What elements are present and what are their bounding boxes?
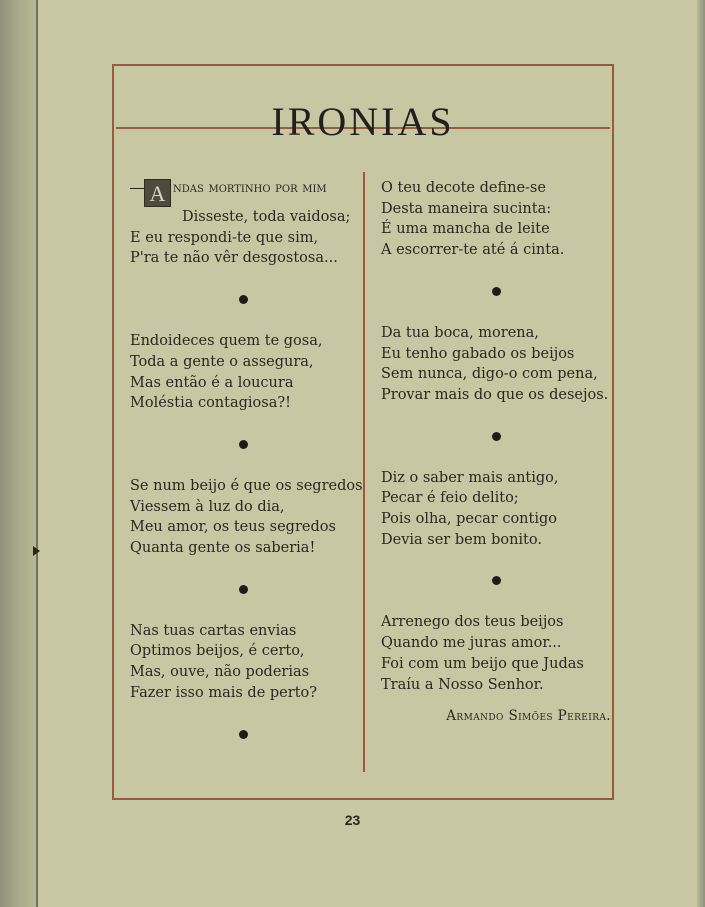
left-column (130, 178, 363, 766)
book-spine-shadow (0, 0, 36, 907)
page-right-edge (697, 0, 705, 907)
right-column (381, 178, 611, 695)
poem-line: P'ra te não vêr desgostosa... (130, 250, 338, 267)
first-line-text: ndas mortinho por mim (173, 180, 327, 196)
em-dash (130, 188, 144, 189)
bullet-dot (492, 576, 501, 585)
stanza (381, 323, 611, 406)
poem-title: IRONIAS (271, 98, 455, 144)
poem-line: Desta maneira sucinta: (381, 200, 552, 217)
stanza-separator (130, 559, 355, 621)
stanza-separator (381, 406, 611, 468)
poem-line: Nas tuas cartas envias (130, 622, 297, 639)
drop-cap: A (144, 179, 171, 207)
stanza-separator (381, 261, 611, 323)
poem-line: Optimos beijos, é certo, (130, 643, 305, 660)
poem-line: Pois olha, pecar contigo (381, 511, 557, 528)
poem-line: Quando me juras amor... (381, 635, 562, 652)
page-gutter-line (36, 0, 38, 907)
poem-line: Pecar é feio delito; (381, 490, 519, 507)
stanza-separator (130, 414, 355, 476)
stanza (130, 331, 355, 414)
poem-line: Viessem à luz do dia, (130, 498, 285, 515)
poem-line: E eu respondi-te que sim, (130, 229, 319, 246)
margin-arrow-mark (33, 546, 40, 556)
author-signature: Armando Simões Pereira. (446, 708, 611, 724)
poem-line: Se num beijo é que os segredos (130, 477, 363, 494)
poem-line: Arrenego dos teus beijos (381, 614, 564, 631)
poem-line: Da tua boca, morena, (381, 324, 539, 341)
poem-line: Eu tenho gabado os beijos (381, 345, 575, 362)
bullet-dot (492, 432, 501, 441)
stanza (130, 621, 355, 704)
stanza (130, 178, 355, 269)
poem-line (130, 178, 355, 207)
poem-line: Sem nunca, digo-o com pena, (381, 366, 598, 383)
poem-line: Meu amor, os teus segredos (130, 519, 336, 536)
poem-line: O teu decote define-se (381, 180, 546, 196)
stanza (381, 468, 611, 551)
poem-line: Disseste, toda vaidosa; (182, 209, 351, 225)
poem-line: Devia ser bem bonito. (381, 531, 542, 548)
poem-line: Foi com um beijo que Judas (381, 655, 584, 672)
stanza (381, 612, 611, 695)
poem-line: Endoideces quem te gosa, (130, 333, 323, 350)
poem-line: É uma mancha de leite (381, 221, 550, 238)
bullet-dot (239, 440, 248, 449)
bullet-dot (239, 585, 248, 594)
poem-line: Mas então é a loucura (130, 374, 294, 391)
stanza-separator (130, 269, 355, 331)
column-divider-rule (363, 172, 365, 772)
poem-line: Fazer isso mais de perto? (130, 684, 318, 701)
bullet-dot (239, 295, 248, 304)
stanza-separator (130, 704, 355, 766)
poem-line: Provar mais do que os desejos. (381, 386, 609, 403)
poem-line: Diz o saber mais antigo, (381, 469, 559, 486)
poem-line: Quanta gente os saberia! (130, 540, 316, 557)
poem-line: A escorrer-te até á cinta. (381, 242, 565, 259)
stanza-separator (381, 550, 611, 612)
bullet-dot (239, 730, 248, 739)
poem-line: Toda a gente o assegura, (130, 353, 314, 370)
poem-line: Mas, ouve, não poderias (130, 664, 310, 681)
poem-line: Traíu a Nosso Senhor. (381, 676, 544, 693)
stanza (381, 178, 611, 261)
poem-line: Moléstia contagiosa?! (130, 395, 291, 412)
stanza (130, 476, 363, 559)
page-number: 23 (344, 812, 361, 828)
bullet-dot (492, 287, 501, 296)
